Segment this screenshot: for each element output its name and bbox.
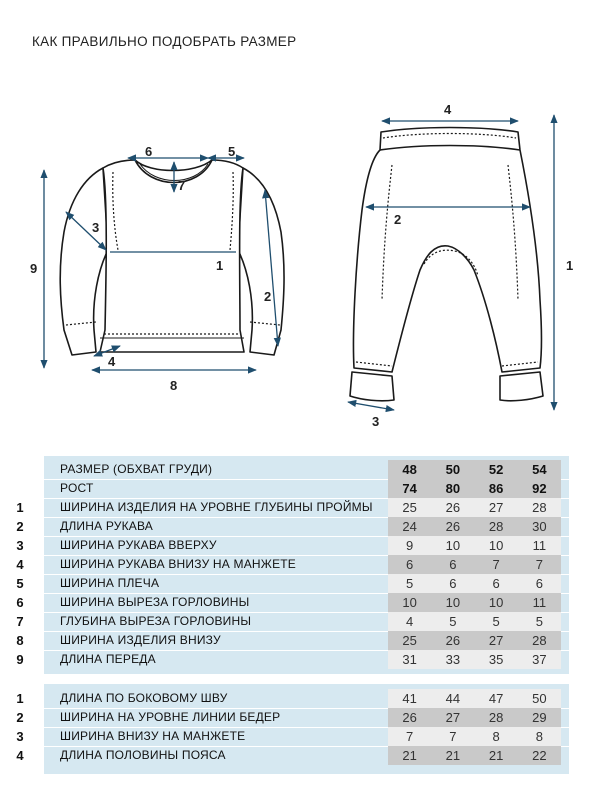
value-cell: 5 [449, 614, 457, 629]
value-cell: 27 [488, 500, 504, 515]
value-cell: 21 [402, 748, 417, 763]
row-number: 7 [16, 614, 24, 629]
value-cell: 7 [535, 557, 543, 572]
row-label: ШИРИНА НА УРОВНЕ ЛИНИИ БЕДЕР [60, 710, 281, 724]
value-cell: 24 [402, 519, 417, 534]
value-cell: 10 [445, 538, 461, 553]
pants-label-1: 1 [566, 258, 574, 273]
value-cell: 26 [445, 519, 461, 534]
value-cell: 50 [532, 691, 547, 706]
table-row [16, 517, 569, 536]
value-cell: 28 [488, 519, 504, 534]
table-row [16, 689, 569, 708]
row-number: 3 [16, 538, 24, 553]
table-header-row [44, 460, 569, 479]
row-label: ШИРИНА ВНИЗУ НА МАНЖЕТЕ [60, 729, 246, 743]
sweater-label-7: 7 [178, 178, 186, 193]
sweater-label-8: 8 [170, 378, 178, 393]
value-cell: 74 [402, 481, 417, 496]
row-label: ДЛИНА ПОЛОВИНЫ ПОЯСА [60, 748, 226, 762]
row-number: 2 [16, 710, 24, 725]
size-table-top [16, 456, 569, 674]
row-number: 3 [16, 729, 24, 744]
value-cell: 28 [488, 710, 504, 725]
row-label: ДЛИНА ПЕРЕДА [60, 652, 156, 666]
pants-label-3: 3 [372, 414, 380, 429]
value-cell: 7 [406, 729, 414, 744]
row-label: ДЛИНА РУКАВА [60, 519, 153, 533]
row-number: 1 [16, 500, 24, 515]
row-label: ШИРИНА РУКАВА ВНИЗУ НА МАНЖЕТЕ [60, 557, 297, 571]
row-number: 1 [16, 691, 24, 706]
sweater-label-1: 1 [216, 258, 224, 273]
table-row [16, 555, 569, 574]
value-cell: 6 [449, 576, 457, 591]
value-cell: 11 [532, 595, 547, 610]
value-cell: 10 [402, 595, 417, 610]
pants-outline [350, 128, 543, 401]
table-row [16, 746, 569, 765]
value-cell: 10 [488, 595, 504, 610]
table-row [16, 631, 569, 650]
value-cell: 44 [445, 691, 461, 706]
pants-label-4: 4 [444, 102, 452, 117]
sweater-label-9: 9 [30, 261, 38, 276]
value-cell: 9 [406, 538, 414, 553]
table-header-row [44, 479, 569, 498]
pants-label-2: 2 [394, 212, 402, 227]
row-number: 9 [16, 652, 24, 667]
value-cell: 54 [532, 462, 547, 477]
table-row [16, 593, 569, 612]
value-cell: 10 [488, 538, 504, 553]
header-label: РОСТ [60, 481, 94, 495]
value-cell: 47 [488, 691, 504, 706]
table-row [16, 574, 569, 593]
table-row [16, 727, 569, 746]
sweater-label-3: 3 [92, 220, 100, 235]
row-number: 6 [16, 595, 24, 610]
row-number: 5 [16, 576, 24, 591]
value-cell: 27 [445, 710, 461, 725]
value-cell: 6 [406, 557, 414, 572]
value-cell: 4 [406, 614, 414, 629]
row-label: ГЛУБИНА ВЫРЕЗА ГОРЛОВИНЫ [60, 614, 252, 628]
value-cell: 41 [402, 691, 417, 706]
value-cell: 6 [535, 576, 543, 591]
table-row [16, 708, 569, 727]
value-cell: 52 [488, 462, 504, 477]
value-cell: 8 [535, 729, 543, 744]
value-cell: 27 [488, 633, 504, 648]
table-row [16, 536, 569, 555]
sweater-label-4: 4 [108, 354, 116, 369]
sweater-label-5: 5 [228, 144, 236, 159]
header-label: РАЗМЕР (ОБХВАТ ГРУДИ) [60, 462, 213, 476]
value-cell: 37 [532, 652, 547, 667]
value-cell: 35 [488, 652, 504, 667]
table-row [16, 498, 569, 517]
value-cell: 21 [445, 748, 461, 763]
value-cell: 26 [445, 633, 461, 648]
value-cell: 48 [402, 462, 417, 477]
row-number: 4 [16, 748, 24, 763]
value-cell: 28 [532, 633, 547, 648]
value-cell: 33 [445, 652, 461, 667]
value-cell: 26 [445, 500, 461, 515]
sweater-label-6: 6 [145, 144, 153, 159]
value-cell: 7 [492, 557, 500, 572]
sweater-outline [60, 160, 284, 355]
row-number: 2 [16, 519, 24, 534]
value-cell: 30 [532, 519, 547, 534]
value-cell: 5 [492, 614, 500, 629]
value-cell: 28 [532, 500, 547, 515]
value-cell: 50 [445, 462, 461, 477]
page-title: КАК ПРАВИЛЬНО ПОДОБРАТЬ РАЗМЕР [32, 34, 297, 49]
row-label: ШИРИНА ПЛЕЧА [60, 576, 160, 590]
value-cell: 11 [532, 538, 547, 553]
header-values [388, 460, 561, 479]
row-label: ШИРИНА ИЗДЕЛИЯ НА УРОВНЕ ГЛУБИНЫ ПРОЙМЫ [60, 500, 373, 514]
value-cell: 86 [488, 481, 504, 496]
value-cell: 31 [402, 652, 417, 667]
value-cell: 6 [449, 557, 457, 572]
value-cell: 29 [532, 710, 547, 725]
table-row [16, 612, 569, 631]
size-table-bottom [16, 684, 569, 774]
value-cell: 5 [535, 614, 543, 629]
value-cell: 26 [402, 710, 417, 725]
value-cell: 25 [402, 633, 417, 648]
row-number: 4 [16, 557, 24, 572]
value-cell: 5 [406, 576, 414, 591]
row-label: ШИРИНА ИЗДЕЛИЯ ВНИЗУ [60, 633, 221, 647]
value-cell: 25 [402, 500, 417, 515]
header-values [388, 479, 561, 498]
row-label: ДЛИНА ПО БОКОВОМУ ШВУ [60, 691, 228, 705]
value-cell: 22 [532, 748, 547, 763]
row-label: ШИРИНА ВЫРЕЗА ГОРЛОВИНЫ [60, 595, 250, 609]
row-number: 8 [16, 633, 24, 648]
value-cell: 92 [532, 481, 547, 496]
value-cell: 21 [488, 748, 504, 763]
sweater-label-2: 2 [264, 289, 272, 304]
value-cell: 6 [492, 576, 500, 591]
value-cell: 8 [492, 729, 500, 744]
table-row [16, 650, 569, 669]
row-label: ШИРИНА РУКАВА ВВЕРХУ [60, 538, 217, 552]
value-cell: 10 [445, 595, 461, 610]
value-cell: 80 [445, 481, 461, 496]
value-cell: 7 [449, 729, 457, 744]
